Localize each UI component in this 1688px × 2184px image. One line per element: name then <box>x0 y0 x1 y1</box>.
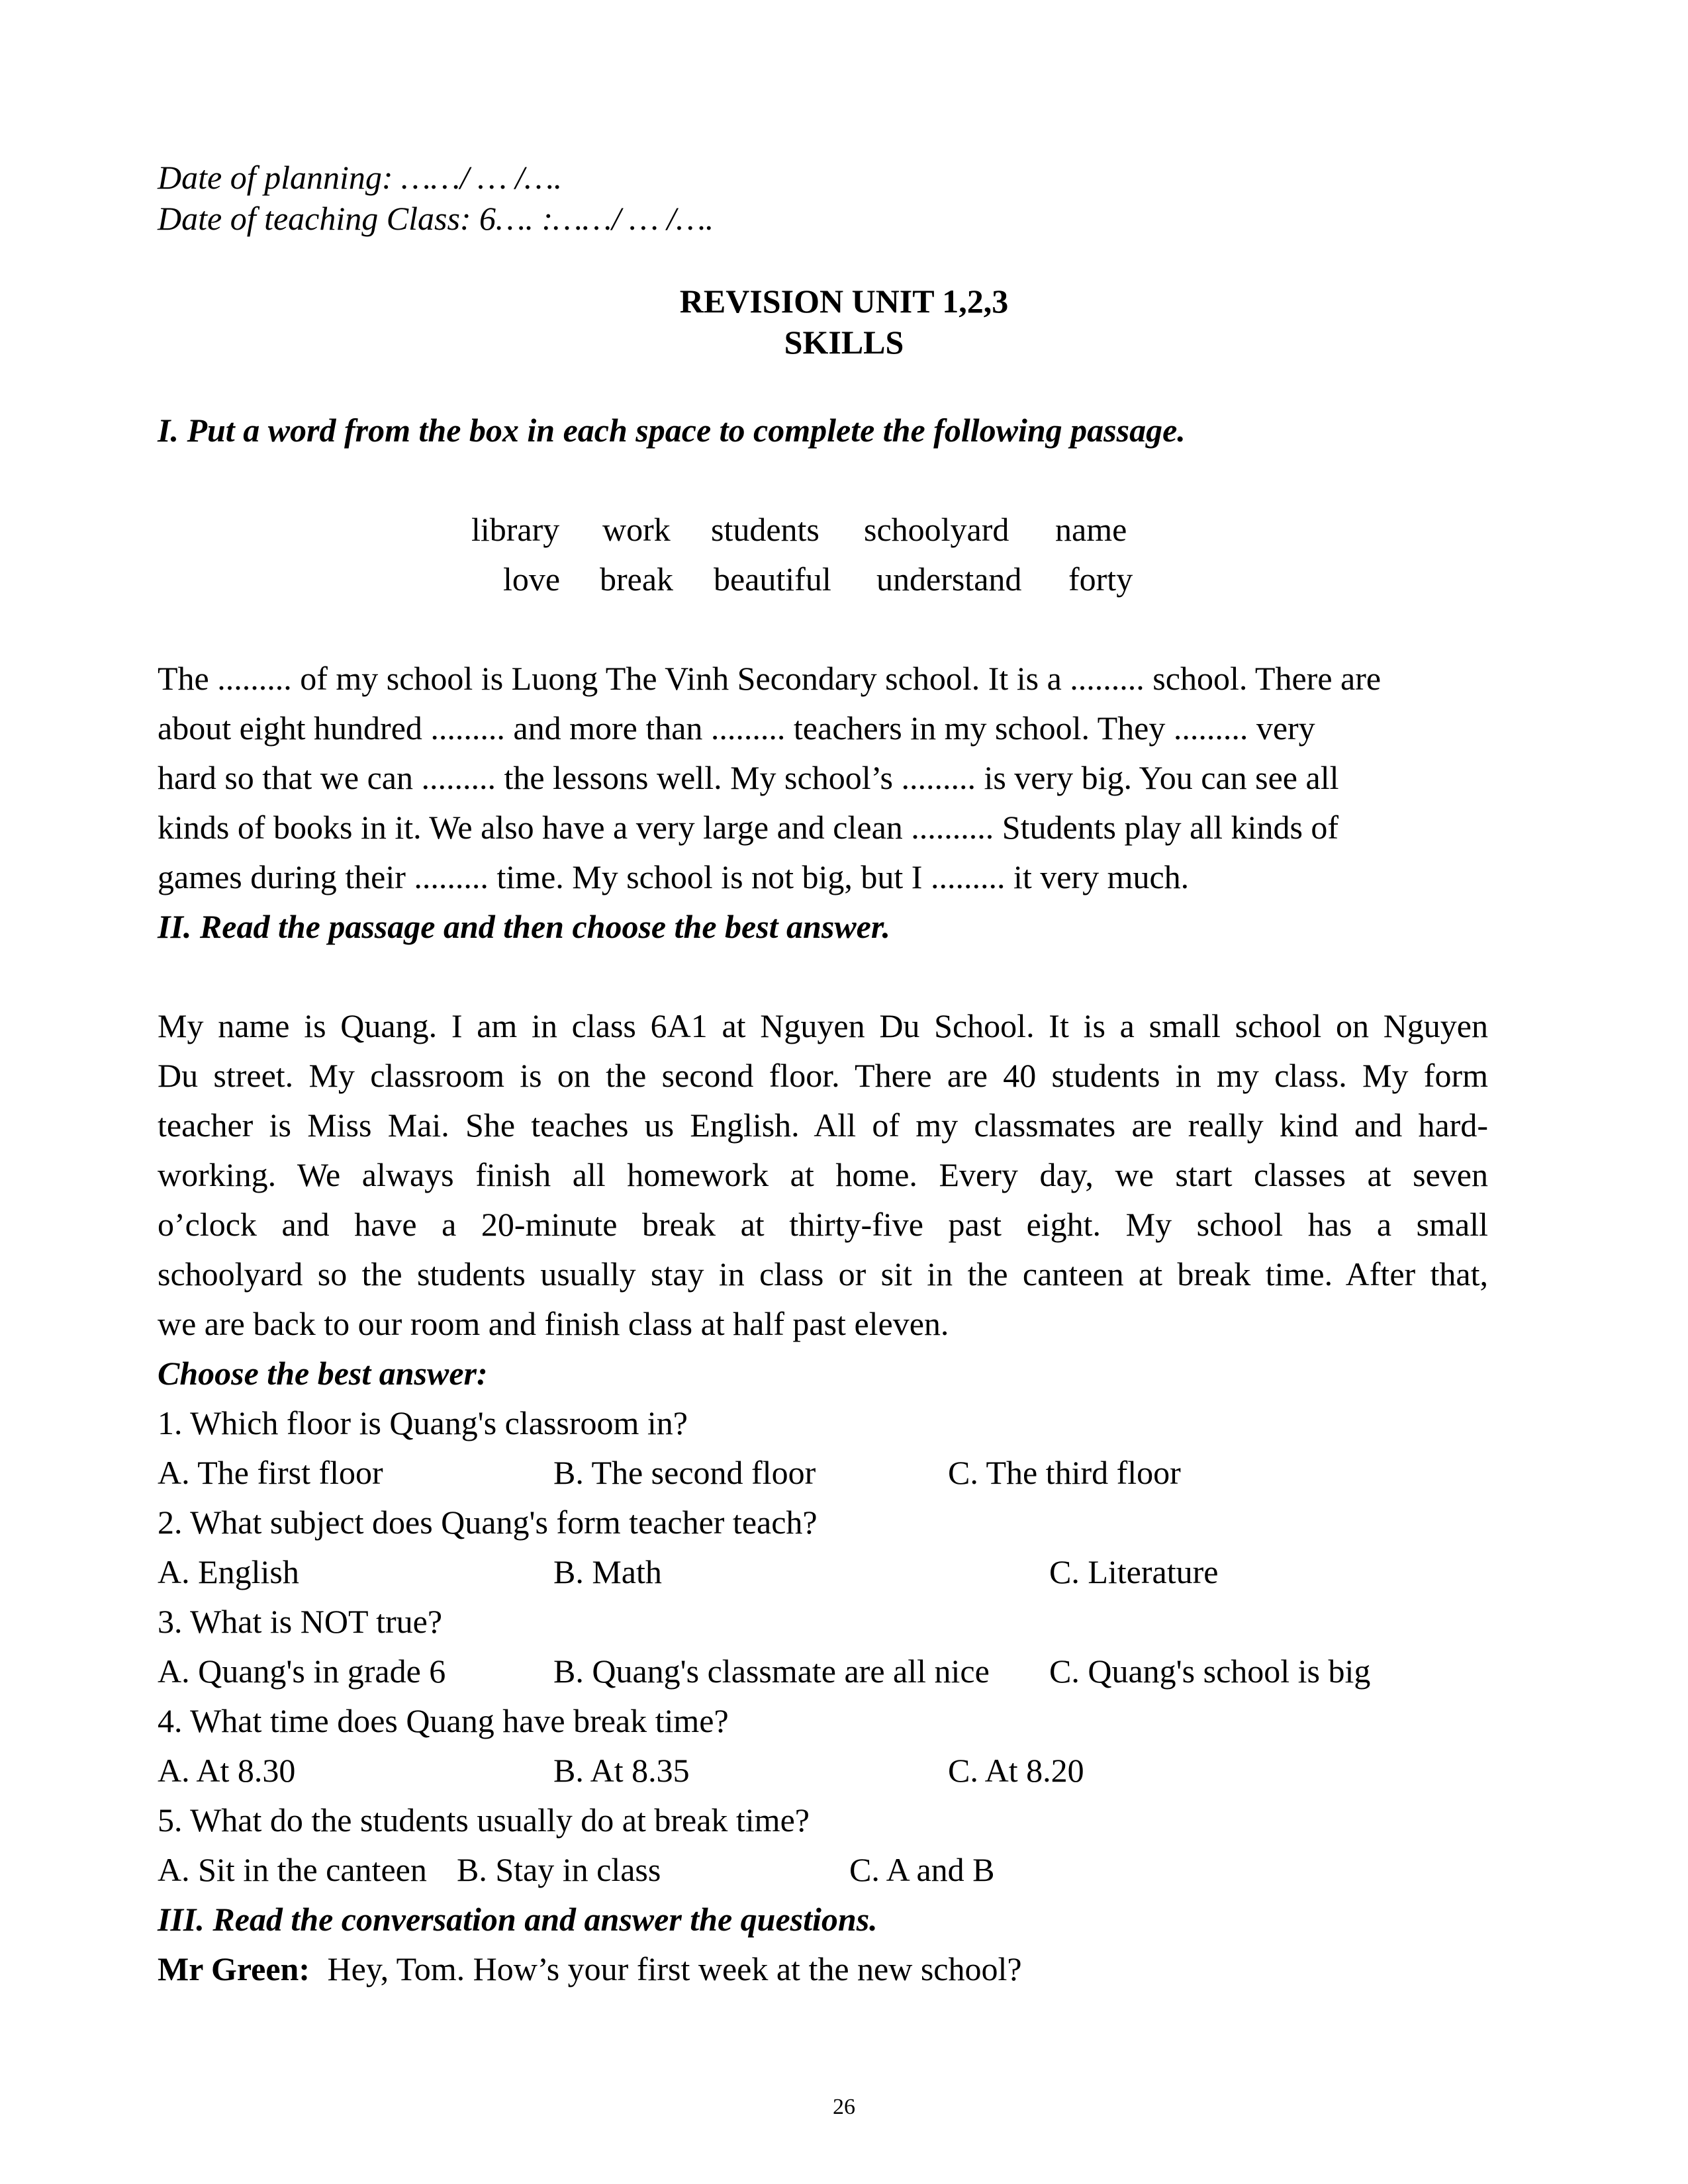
speaker-name: Mr Green: <box>158 1950 310 1987</box>
answer-option: A. At 8.30 <box>158 1752 296 1789</box>
passage-2-line: Du street. My classroom is on the second floor. There are 40 students in my class. My form <box>158 1057 1488 1094</box>
section-2-heading: II. Read the passage and then choose the best answer. <box>158 908 891 945</box>
answer-option: A. English <box>158 1553 299 1590</box>
conversation-line <box>158 1949 1022 1989</box>
section-1-heading: I. Put a word from the box in each space to complete the following passage. <box>158 412 1186 449</box>
answer-option: C. A and B <box>849 1851 995 1888</box>
answer-option: B. At 8.35 <box>553 1752 690 1789</box>
answer-option: C. Quang's school is big <box>1049 1653 1371 1690</box>
box-word: break <box>600 561 674 598</box>
passage-2-line: My name is Quang. I am in class 6A1 at Nguyen Du School. It is a small school on Nguyen <box>158 1007 1488 1044</box>
box-word: work <box>602 511 671 548</box>
passage-1-line: kinds of books in it. We also have a very large and clean .......... Students play all kinds of <box>158 809 1339 846</box>
box-word: understand <box>876 561 1022 598</box>
passage-2-line: we are back to our room and finish class at half past eleven. <box>158 1305 949 1342</box>
answer-option: C. Literature <box>1049 1553 1219 1590</box>
answer-option: C. The third floor <box>948 1454 1181 1491</box>
answer-option: A. Sit in the canteen <box>158 1851 427 1888</box>
passage-2-line: working. We always finish all homework at home. Every day, we start classes at seven <box>158 1156 1488 1193</box>
answer-option: A. The first floor <box>158 1454 383 1491</box>
date-of-planning: Date of planning: ……/ … /…. <box>158 159 563 196</box>
passage-2-line: o’clock and have a 20-minute break at thirty-five past eight. My school has a small <box>158 1206 1488 1243</box>
box-word: library <box>471 511 560 548</box>
answer-option: B. Stay in class <box>457 1851 661 1888</box>
question-text: 5. What do the students usually do at break time? <box>158 1801 810 1839</box>
box-word: name <box>1055 511 1127 548</box>
answer-option: C. At 8.20 <box>948 1752 1084 1789</box>
answer-option: B. Quang's classmate are all nice <box>553 1653 990 1690</box>
speaker-text: Hey, Tom. How’s your first week at the new school? <box>327 1950 1022 1987</box>
box-word: beautiful <box>714 561 831 598</box>
question-text: 1. Which floor is Quang's classroom in? <box>158 1404 688 1441</box>
box-word: schoolyard <box>864 511 1009 548</box>
passage-1-line: about eight hundred ......... and more than ......... teachers in my school. They ......... very <box>158 709 1315 747</box>
passage-1-line: hard so that we can ......... the lessons well. My school’s ......... is very big. You can see all <box>158 759 1339 796</box>
title-revision: REVISION UNIT 1,2,3 <box>679 283 1009 320</box>
box-word: students <box>711 511 820 548</box>
date-of-teaching: Date of teaching Class: 6…. :……/ … /…. <box>158 200 714 237</box>
box-word: love <box>503 561 561 598</box>
title-skills: SKILLS <box>784 324 904 361</box>
passage-2-line: schoolyard so the students usually stay in class or sit in the canteen at break time. After that, <box>158 1255 1488 1293</box>
page-number: 26 <box>833 2095 855 2119</box>
box-word: forty <box>1068 561 1133 598</box>
answer-option: B. The second floor <box>553 1454 816 1491</box>
section-3-heading: III. Read the conversation and answer the questions. <box>158 1901 878 1938</box>
passage-2-line: teacher is Miss Mai. She teaches us English. All of my classmates are really kind and hard- <box>158 1107 1488 1144</box>
answer-option: A. Quang's in grade 6 <box>158 1653 446 1690</box>
answer-option: B. Math <box>553 1553 662 1590</box>
question-text: 3. What is NOT true? <box>158 1603 443 1640</box>
passage-1-line: The ......... of my school is Luong The Vinh Secondary school. It is a ......... school. There are <box>158 660 1382 697</box>
passage-1-line: games during their ......... time. My school is not big, but I ......... it very much. <box>158 858 1190 895</box>
question-text: 2. What subject does Quang's form teacher teach? <box>158 1504 818 1541</box>
choose-best-answer-heading: Choose the best answer: <box>158 1355 488 1392</box>
question-text: 4. What time does Quang have break time? <box>158 1702 729 1739</box>
